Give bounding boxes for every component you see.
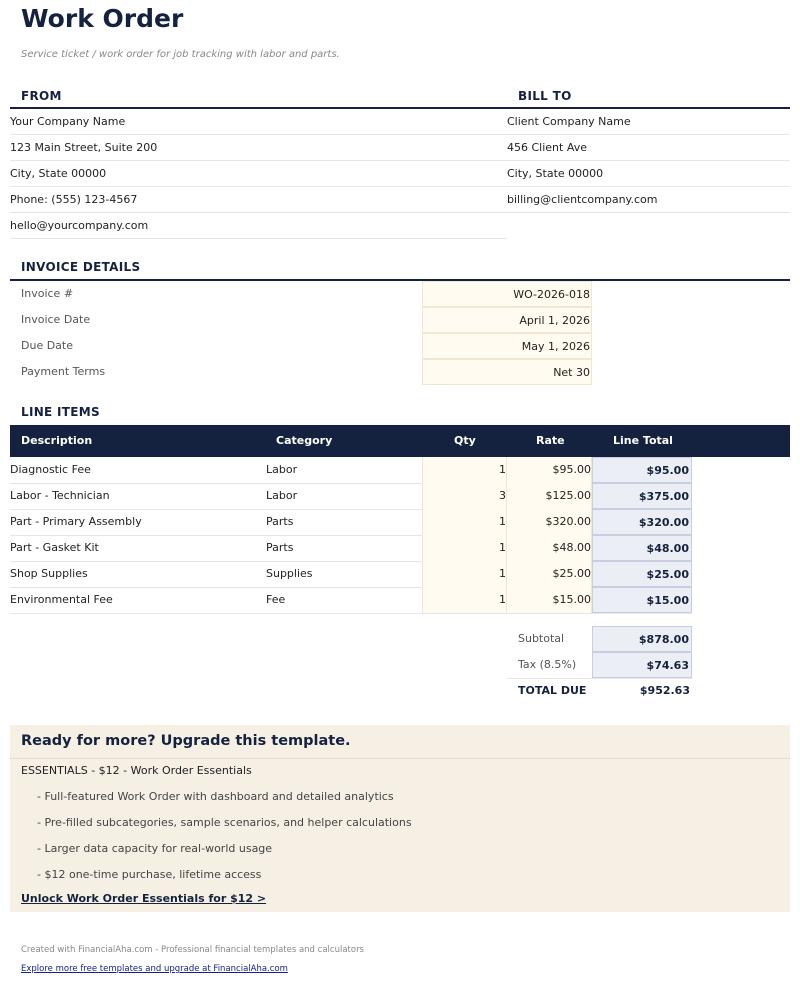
item-category[interactable]: Parts (266, 541, 294, 554)
subtotal-value: $878.00 (592, 626, 692, 652)
invoice-number-field[interactable]: WO-2026-018 (422, 281, 592, 307)
upgrade-bullet: - Pre-filled subcategories, sample scenarios, and helper calculations (37, 816, 412, 829)
upgrade-bullet: - Larger data capacity for real-world usage (37, 842, 273, 855)
payment-terms-field[interactable]: Net 30 (422, 359, 592, 385)
column-header-line-total: Line Total (613, 434, 673, 447)
upgrade-title: Ready for more? Upgrade this template. (21, 733, 351, 749)
from-line[interactable]: Phone: (555) 123-4567 (10, 187, 507, 213)
item-line-total: $48.00 (592, 535, 692, 561)
item-rate[interactable]: $48.00 (507, 535, 592, 561)
column-header-rate: Rate (536, 434, 565, 447)
bill-to-heading: BILL TO (518, 89, 572, 103)
payment-terms-label: Payment Terms (21, 365, 106, 378)
item-rate[interactable]: $15.00 (507, 587, 592, 613)
footer-link[interactable]: Explore more free templates and upgrade at FinancialAha.com (21, 964, 288, 974)
item-qty[interactable]: 3 (422, 483, 507, 509)
upgrade-title-band (10, 725, 790, 759)
invoice-date-field[interactable]: April 1, 2026 (422, 307, 592, 333)
item-line-total: $320.00 (592, 509, 692, 535)
invoice-details-heading: INVOICE DETAILS (21, 260, 141, 274)
line-items-heading: LINE ITEMS (21, 405, 100, 419)
total-due-value: $952.63 (639, 684, 690, 697)
item-category[interactable]: Supplies (266, 567, 313, 580)
from-line[interactable]: Your Company Name (10, 109, 507, 135)
due-date-field[interactable]: May 1, 2026 (422, 333, 592, 359)
from-line[interactable]: City, State 00000 (10, 161, 507, 187)
item-description[interactable]: Labor - Technician (10, 489, 110, 502)
bill-to-line[interactable]: 456 Client Ave (507, 135, 790, 161)
upgrade-panel (10, 725, 790, 912)
item-category[interactable]: Labor (266, 489, 298, 502)
column-header-category: Category (276, 434, 333, 447)
upgrade-plan: ESSENTIALS - $12 - Work Order Essentials (21, 764, 252, 777)
item-category[interactable]: Parts (266, 515, 294, 528)
from-line[interactable]: 123 Main Street, Suite 200 (10, 135, 507, 161)
invoice-details-divider (10, 279, 790, 281)
page-title: Work Order (21, 4, 184, 33)
item-category[interactable]: Labor (266, 463, 298, 476)
row-divider (10, 613, 692, 614)
item-qty[interactable]: 1 (422, 457, 507, 483)
from-heading: FROM (21, 89, 62, 103)
upgrade-bullet: - Full-featured Work Order with dashboard and detailed analytics (37, 790, 394, 803)
item-qty[interactable]: 1 (422, 587, 507, 613)
item-description[interactable]: Part - Primary Assembly (10, 515, 142, 528)
item-description[interactable]: Part - Gasket Kit (10, 541, 99, 554)
item-line-total: $375.00 (592, 483, 692, 509)
line-items-header-row (10, 425, 790, 457)
from-line[interactable]: hello@yourcompany.com (10, 213, 507, 239)
tax-value: $74.63 (592, 652, 692, 678)
due-date-label: Due Date (21, 339, 73, 352)
item-category[interactable]: Fee (266, 593, 286, 606)
bill-to-line[interactable]: Client Company Name (507, 109, 790, 135)
upgrade-bullet: - $12 one-time purchase, lifetime access (37, 868, 262, 881)
page-subtitle: Service ticket / work order for job tracking with labor and parts. (21, 49, 340, 60)
invoice-date-label: Invoice Date (21, 313, 91, 326)
tax-label: Tax (8.5%) (518, 658, 577, 671)
item-line-total: $95.00 (592, 457, 692, 483)
column-header-qty: Qty (454, 434, 476, 447)
item-description[interactable]: Environmental Fee (10, 593, 113, 606)
footer-note: Created with FinancialAha.com - Professional financial templates and calculators (21, 945, 364, 955)
bill-to-line[interactable]: City, State 00000 (507, 161, 790, 187)
unlock-essentials-link[interactable]: Unlock Work Order Essentials for $12 > (21, 892, 267, 905)
item-description[interactable]: Diagnostic Fee (10, 463, 91, 476)
subtotal-label: Subtotal (518, 632, 565, 645)
item-rate[interactable]: $95.00 (507, 457, 592, 483)
invoice-number-label: Invoice # (21, 287, 74, 300)
item-line-total: $15.00 (592, 587, 692, 613)
item-line-total: $25.00 (592, 561, 692, 587)
item-rate[interactable]: $125.00 (507, 483, 592, 509)
column-header-description: Description (21, 434, 93, 447)
item-rate[interactable]: $320.00 (507, 509, 592, 535)
item-qty[interactable]: 1 (422, 535, 507, 561)
item-rate[interactable]: $25.00 (507, 561, 592, 587)
total-due-label: TOTAL DUE (518, 684, 587, 697)
bill-to-line[interactable]: billing@clientcompany.com (507, 187, 790, 213)
item-qty[interactable]: 1 (422, 509, 507, 535)
item-description[interactable]: Shop Supplies (10, 567, 88, 580)
item-qty[interactable]: 1 (422, 561, 507, 587)
